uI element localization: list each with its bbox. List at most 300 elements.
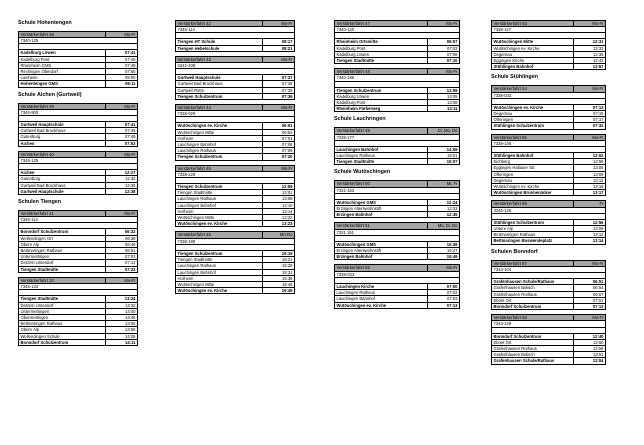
- route-table: [175, 165, 295, 228]
- stop-name: Wutöschingen Mitte: [176, 215, 263, 221]
- stop-time: 07:03: [428, 45, 460, 51]
- route-table: [18, 277, 138, 346]
- route-line-number: 7343-104: [492, 266, 606, 272]
- route-title: Verstärkerfahrt 39: [19, 103, 106, 109]
- stop-time: 15:21: [263, 257, 295, 263]
- stop-time: 08:00: [106, 75, 138, 81]
- route-title: Verstärkerfahrt 46: [176, 232, 263, 238]
- route-table: [175, 104, 295, 161]
- stop-time: 15:45: [263, 281, 295, 287]
- stop-name: Wutöschingen ev. Kirche: [492, 184, 574, 190]
- stop-row: [492, 358, 606, 364]
- stop-name: Kadelburg Post: [335, 100, 428, 106]
- stop-time: 12:27: [106, 170, 138, 176]
- stop-row: [492, 190, 606, 196]
- stop-name: Grafenhausen Schule/Rathaus: [492, 279, 574, 285]
- stop-name: Bettmaringen Rathaus: [19, 321, 106, 327]
- stop-time: 07:29: [263, 87, 295, 93]
- stop-time: 06:57: [428, 39, 460, 45]
- stop-name: Kadelburg Post: [335, 45, 428, 51]
- school-heading: Schulen Bonndorf: [491, 248, 538, 255]
- route-line-number: 7338-033: [335, 271, 460, 277]
- stop-time: 07:27: [263, 75, 295, 81]
- stop-time: 15:28: [263, 263, 295, 269]
- route-line-number: 7338-117: [492, 27, 606, 33]
- stop-time: 06:57: [574, 291, 606, 297]
- route-table: [175, 56, 295, 100]
- route-days: Mo-Fr: [106, 103, 138, 109]
- stop-time: 13:10: [263, 202, 295, 208]
- route-title: Verstärkerfahrt 44: [176, 105, 263, 111]
- stop-name: Ofteringen: [492, 117, 574, 123]
- stop-time: 13:12: [574, 232, 606, 238]
- route-table: [491, 200, 606, 244]
- route-days: Mo-Fr: [428, 21, 460, 27]
- route-title: Verstärkerfahrt 54: [492, 86, 574, 92]
- stop-name: Tiengen Stadtmitte: [19, 266, 106, 272]
- stop-time: 12:57: [574, 64, 606, 70]
- stop-row: [335, 106, 460, 112]
- school-heading: Schule Lauchringen: [334, 116, 386, 123]
- route-days: Mo-Fr: [263, 21, 295, 27]
- stop-time: 13:12: [574, 177, 606, 183]
- stop-time: 12:31: [574, 39, 606, 45]
- stop-time: 06:51: [263, 123, 295, 129]
- route-title: Verstärkerfahrt 41: [19, 211, 106, 217]
- route-line-number: 7331 191: [335, 229, 460, 235]
- stop-time: 13:01: [574, 352, 606, 358]
- stop-time: 13:08: [263, 196, 295, 202]
- route-title: Verstärkerfahrt 38: [19, 32, 106, 38]
- stop-time: 07:10: [428, 58, 460, 64]
- route-table: [18, 31, 138, 88]
- stop-name: Lauchingen Rathaus: [176, 263, 263, 269]
- route-title: Verstärkerfahrt 57: [492, 260, 574, 266]
- stop-name: Rheinheim Färberweg: [335, 106, 428, 112]
- stop-name: Wutöschingen ev. Kirche: [176, 123, 263, 129]
- stop-time: 13:55: [106, 321, 138, 327]
- stop-row: [335, 212, 460, 218]
- stop-time: 13:24: [106, 296, 138, 302]
- stop-time: 14:59: [428, 146, 460, 152]
- stop-row: [19, 188, 138, 194]
- stop-time: 15:19: [263, 250, 295, 256]
- stop-name: Horheim: [176, 275, 263, 281]
- stop-name: Lauchingen Rathaus: [176, 196, 263, 202]
- stop-name: Wutöschingen ev. Kirche: [176, 221, 263, 227]
- stop-time: 12:56: [574, 219, 606, 225]
- stop-name: Aichen: [19, 140, 106, 146]
- stop-time: 12:58: [574, 159, 606, 165]
- route-title: Verstärkerfahrt 53: [492, 21, 574, 27]
- stop-time: 13:14: [263, 208, 295, 214]
- route-table: [334, 264, 460, 308]
- stop-name: Bettmaringen Rathaus: [492, 232, 574, 238]
- stop-name: Lauchingen Rathaus: [335, 153, 428, 159]
- stop-time: 08:21: [263, 45, 295, 51]
- stop-time: 06:51: [106, 248, 138, 254]
- stop-time: 13:40: [106, 308, 138, 314]
- route-line-number: 3245-125: [492, 207, 606, 213]
- stop-time: 07:13: [574, 303, 606, 309]
- route-table: [334, 68, 460, 112]
- stop-row: [492, 303, 606, 309]
- stop-name: Hohentengen GMS: [19, 81, 106, 87]
- stop-time: 06:54: [574, 285, 606, 291]
- stop-time: 13:08: [428, 100, 460, 106]
- stop-row: [19, 140, 138, 146]
- stop-name: Gurtweil Hauptschule: [19, 122, 106, 128]
- stop-time: 07:13: [428, 302, 460, 308]
- stop-name: Wutöschingen GMS: [335, 199, 428, 205]
- stop-time: 15:38: [428, 241, 460, 247]
- route-table: [491, 314, 606, 364]
- stop-name: Gurtweil Hauptschule: [19, 188, 106, 194]
- stop-row: [492, 64, 606, 70]
- route-title: Verstärkerfahrt 42: [176, 21, 263, 27]
- route-table: [334, 222, 460, 260]
- route-line-number: 7338-177: [335, 134, 460, 140]
- stop-name: Stühlingen Schulzentrum: [492, 123, 574, 129]
- stop-time: 07:41: [106, 122, 138, 128]
- stop-name: Lauchingen Bahnhof: [335, 296, 428, 302]
- stop-name: Wutöschingen ev. Kirche: [176, 288, 263, 294]
- route-title: Verstärkerfahrt 56: [492, 201, 574, 207]
- stop-name: Detzeln Unterdorf: [19, 302, 106, 308]
- stop-name: Rheinheim GMS: [19, 62, 106, 68]
- school-heading: Schule Stühlingen: [491, 74, 539, 81]
- stop-time: 07:45: [106, 128, 138, 134]
- route-days: Mo-Fr: [263, 56, 295, 62]
- stop-name: Rheinheim Ortsmitte: [335, 39, 428, 45]
- stop-name: Bettmaringen Buswendeplatz: [492, 238, 574, 244]
- stop-time: 13:06: [574, 226, 606, 232]
- route-table: [18, 103, 138, 147]
- stop-name: Wutöschingen Brunnenäcker: [492, 190, 574, 196]
- route-line-number: 7340-185: [335, 75, 460, 81]
- stop-row: [335, 58, 460, 64]
- route-title: Verstärkerfahrt 45: [176, 165, 263, 171]
- route-title: Verstärkerfahrt 43: [176, 56, 263, 62]
- stop-row: [176, 45, 295, 51]
- route-table: [334, 180, 460, 218]
- stop-name: Gurtweil Bad Bruckhaus: [19, 128, 106, 134]
- route-table: [491, 134, 606, 197]
- stop-name: Ofteringen: [492, 171, 574, 177]
- stop-time: 06:51: [574, 279, 606, 285]
- stop-name: Aichen: [19, 170, 106, 176]
- route-title: Verstärkerfahrt 40: [19, 151, 106, 157]
- stop-time: 07:06: [263, 142, 295, 148]
- stop-name: Tiengen Hebelschule: [176, 45, 263, 51]
- stop-time: 15:49: [428, 254, 460, 260]
- route-table: [334, 127, 460, 165]
- stop-name: Stühlingen Schulzentrum: [492, 219, 574, 225]
- stop-time: 07:20: [263, 154, 295, 160]
- stop-row: [176, 221, 295, 227]
- stop-time: 13:11: [428, 106, 460, 112]
- stop-name: Wutöschingen ev. Kirche: [492, 104, 574, 110]
- stop-name: Tiengen Schulzentrum: [176, 250, 263, 256]
- stop-time: 12:33: [428, 206, 460, 212]
- stop-name: Wutöschingen ev. Kirche: [492, 45, 574, 51]
- school-heading: Schulen Tiengen: [18, 199, 62, 206]
- stop-name: Tiengen Stadtmitte: [335, 58, 428, 64]
- stop-time: 07:15: [574, 111, 606, 117]
- stop-time: 07:45: [106, 56, 138, 62]
- route-days: Mo-Fr: [574, 21, 606, 27]
- stop-name: Eggingen Hallauer Str.: [492, 165, 574, 171]
- route-table: [491, 20, 606, 70]
- route-line-number: 7340-125: [19, 38, 138, 44]
- stop-time: 12:35: [428, 212, 460, 218]
- stop-name: Tiengen Schulzentrum: [176, 184, 263, 190]
- route-title: Verstärkerfahrt 52: [335, 265, 428, 271]
- stop-name: Horheim: [176, 208, 263, 214]
- stop-name: Untermettingen: [19, 254, 106, 260]
- route-table: [18, 210, 138, 273]
- stop-time: 15:36: [263, 275, 295, 281]
- column-3: [334, 20, 460, 313]
- stop-name: Tiengen Stadtmitte: [335, 159, 428, 165]
- stop-name: Wutöschingen Mitte: [492, 39, 574, 45]
- stop-row: [335, 254, 460, 260]
- stop-time: 07:00: [428, 283, 460, 289]
- stop-time: 12:38: [106, 188, 138, 194]
- stop-time: 13:01: [263, 190, 295, 196]
- stop-row: [335, 159, 460, 165]
- stop-name: Gurtweil Bad Bruckhaus: [176, 81, 263, 87]
- stop-time: 12:24: [428, 199, 460, 205]
- route-title: Verstärkerfahrt 51: [335, 223, 428, 229]
- route-line-number: 3242-108: [176, 63, 295, 69]
- stop-time: 07:06: [428, 51, 460, 57]
- stop-time: 07:36: [263, 93, 295, 99]
- stop-name: Lienheim: [19, 75, 106, 81]
- stop-name: Kadelburg Löwen: [335, 51, 428, 57]
- route-line-number: 7345-114: [176, 27, 295, 33]
- stop-name: Erzingen Bahnhof: [335, 212, 428, 218]
- stop-time: 07:49: [106, 134, 138, 140]
- stop-time: 07:55: [106, 69, 138, 75]
- stop-time: 12:59: [428, 87, 460, 93]
- stop-name: Lauchingen Rathaus: [176, 148, 263, 154]
- stop-time: 13:17: [574, 190, 606, 196]
- stop-name: Untermettingen: [19, 308, 106, 314]
- stop-name: Horheim: [176, 135, 263, 141]
- stop-row: [19, 339, 138, 345]
- school-heading: Schule Wutöschingen: [334, 169, 391, 176]
- route-days: Di, Mo, Do: [428, 128, 460, 134]
- stop-name: Tiengen Stadtmitte: [176, 257, 263, 263]
- stop-name: Gutenburg: [19, 134, 106, 140]
- stop-time: 13:06: [574, 165, 606, 171]
- stop-name: Erzingen Alterswohnstift: [335, 206, 428, 212]
- stop-name: Erzingen Alterswohnstift: [335, 248, 428, 254]
- stop-name: Grafenhausen Rothaus: [492, 291, 574, 297]
- stop-time: 15:01: [428, 153, 460, 159]
- stop-time: 12:40: [574, 333, 606, 339]
- stop-name: Degernau: [492, 111, 574, 117]
- stop-name: Bonndorf Schulzentrum: [492, 303, 574, 309]
- route-line-number: 7338-129: [176, 171, 295, 177]
- stop-time: 12:59: [263, 184, 295, 190]
- stop-name: Gutenburg: [19, 176, 106, 182]
- route-days: Mi, Fr: [428, 181, 460, 187]
- route-table: [491, 85, 606, 129]
- stop-name: Kadelburg Löwen: [335, 93, 428, 99]
- route-days: Mo-Fr: [574, 260, 606, 266]
- school-heading: Schule Aichen (Gurtweil): [18, 91, 82, 98]
- stop-name: Grafenhausen Schule/Rathaus: [492, 358, 574, 364]
- school-heading: Schule Hohentengen: [18, 20, 72, 26]
- route-line-number: 7345-114: [19, 217, 138, 223]
- stop-name: Grafenhausen Bolisch: [492, 352, 574, 358]
- stop-row: [19, 266, 138, 272]
- route-days: Fr: [574, 201, 606, 207]
- stop-name: Lauchingen Bahnhof: [335, 146, 428, 152]
- stop-time: 07:53: [106, 140, 138, 146]
- stop-name: Stühlingen Bahnhof: [492, 153, 574, 159]
- stop-time: 07:12: [106, 260, 138, 266]
- stop-time: 07:17: [574, 117, 606, 123]
- stop-time: 07:02: [428, 290, 460, 296]
- stop-time: 08:11: [106, 81, 138, 87]
- stop-name: Detzeln Unterdorf: [19, 260, 106, 266]
- stop-name: Eichberg: [492, 159, 574, 165]
- stop-time: 15:31: [263, 269, 295, 275]
- stop-name: Reckingen Oberdorf: [19, 69, 106, 75]
- stop-time: 07:41: [106, 50, 138, 56]
- stop-name: Kadelburg Löwen: [19, 50, 106, 56]
- stop-name: Grafenhausen Rothaus: [492, 345, 574, 351]
- column-1: [18, 20, 138, 350]
- route-title: Verstärkerfahrt 55: [492, 134, 574, 140]
- route-days: Mo-Fr: [428, 265, 460, 271]
- route-days: Mo-Fr: [106, 151, 138, 157]
- stop-row: [492, 123, 606, 129]
- stop-name: Lauchingen Bahnhof: [176, 269, 263, 275]
- stop-name: Degernau: [492, 51, 574, 57]
- stop-name: Wutöschingen Mitte: [176, 129, 263, 135]
- route-line-number: 7338-140: [492, 140, 606, 146]
- route-days: Mo, Di, Do: [428, 223, 460, 229]
- stop-name: Stühlingen Bahnhof: [492, 64, 574, 70]
- route-days: Mo-Fr: [574, 315, 606, 321]
- route-days: Mo-Fr: [106, 32, 138, 38]
- route-table: [175, 231, 295, 294]
- stop-name: Wutöschingen Mitte: [176, 281, 263, 287]
- stop-time: 12:32: [106, 176, 138, 182]
- stop-time: 07:01: [574, 297, 606, 303]
- stop-name: Obere Alp: [19, 241, 106, 247]
- route-table: [334, 20, 460, 64]
- stop-time: 07:22: [106, 266, 138, 272]
- stop-time: 13:16: [574, 184, 606, 190]
- route-line-number: 7345-133: [19, 284, 138, 290]
- stop-time: 13:14: [574, 238, 606, 244]
- stop-name: Degernau: [492, 177, 574, 183]
- stop-name: Lauchingen Kirche: [335, 283, 428, 289]
- route-title: Verstärkerfahrt 32: [19, 277, 106, 283]
- stop-name: Eggingen Kirche: [492, 58, 574, 64]
- route-days: Mo-Fr: [574, 134, 606, 140]
- stop-name: Tiengen Schulzentrum: [176, 93, 263, 99]
- stop-name: Wellendingen Ort: [19, 235, 106, 241]
- route-line-number: 7338-189: [176, 238, 295, 244]
- route-days: Mo-Fr: [574, 86, 606, 92]
- stop-time: 15:49: [263, 288, 295, 294]
- stop-time: 13:23: [263, 221, 295, 227]
- stop-name: Wellendingen Schule: [19, 333, 106, 339]
- stop-name: Ebnet Ort: [492, 339, 574, 345]
- stop-name: Lauchingen Bahnhof: [176, 142, 263, 148]
- route-table: [175, 20, 295, 52]
- route-line-number: 7343-129: [492, 321, 606, 327]
- route-days: Mo-Fr: [263, 165, 295, 171]
- route-line-number: 7345-125: [19, 158, 138, 164]
- stop-time: 13:32: [106, 302, 138, 308]
- stop-row: [176, 288, 295, 294]
- stop-row: [176, 154, 295, 160]
- stop-name: Tiengen Stadtmitte: [19, 296, 106, 302]
- stop-name: Kadelburg Post: [19, 56, 106, 62]
- stop-time: 12:56: [574, 345, 606, 351]
- route-days: Mo-Fr: [263, 105, 295, 111]
- stop-name: Tiengen HT Schule: [176, 39, 263, 45]
- route-line-number: 7340-120: [335, 27, 460, 33]
- stop-time: 07:01: [263, 135, 295, 141]
- stop-time: 08:17: [263, 39, 295, 45]
- route-title: Verstärkerfahrt 47: [335, 21, 428, 27]
- stop-time: 07:03: [106, 254, 138, 260]
- route-line-number: 7338-033: [492, 92, 606, 98]
- route-days: Mo-Do: [263, 232, 295, 238]
- stop-name: Bettmaringen Rathaus: [19, 248, 106, 254]
- stop-row: [335, 302, 460, 308]
- route-days: Mo-Fr: [428, 69, 460, 75]
- route-title: Verstärkerfahrt 48: [335, 69, 428, 75]
- stop-name: Lauchingen Rathaus: [335, 290, 428, 296]
- column-4: [491, 20, 606, 369]
- stop-name: Obere Alp: [19, 327, 106, 333]
- stop-time: 13:09: [574, 171, 606, 177]
- stop-time: 13:04: [574, 358, 606, 364]
- stop-name: Bonndorf Schulzentrum: [19, 339, 106, 345]
- stop-time: 07:09: [263, 148, 295, 154]
- stop-name: Bonndorf Schulzentrum: [19, 229, 106, 235]
- stop-time: 06:39: [106, 235, 138, 241]
- stop-time: 13:46: [106, 314, 138, 320]
- stop-row: [176, 93, 295, 99]
- stop-row: [492, 238, 606, 244]
- stop-time: 07:28: [263, 81, 295, 87]
- stop-name: Gurtweil Hauptschule: [176, 75, 263, 81]
- stop-name: Tiengen Schulzentrum: [335, 87, 428, 93]
- stop-time: 14:05: [106, 333, 138, 339]
- stop-time: 13:05: [428, 93, 460, 99]
- stop-name: Erzingen Bahnhof: [335, 254, 428, 260]
- stop-time: 15:47: [428, 248, 460, 254]
- stop-name: Untere Alp: [492, 226, 574, 232]
- stop-time: 06:46: [106, 241, 138, 247]
- route-days: Mo-Fr: [106, 277, 138, 283]
- route-line-number: 7331-153: [335, 187, 460, 193]
- stop-time: 12:52: [574, 153, 606, 159]
- stop-time: 12:50: [574, 339, 606, 345]
- stop-time: 07:32: [574, 123, 606, 129]
- column-2: [175, 20, 295, 298]
